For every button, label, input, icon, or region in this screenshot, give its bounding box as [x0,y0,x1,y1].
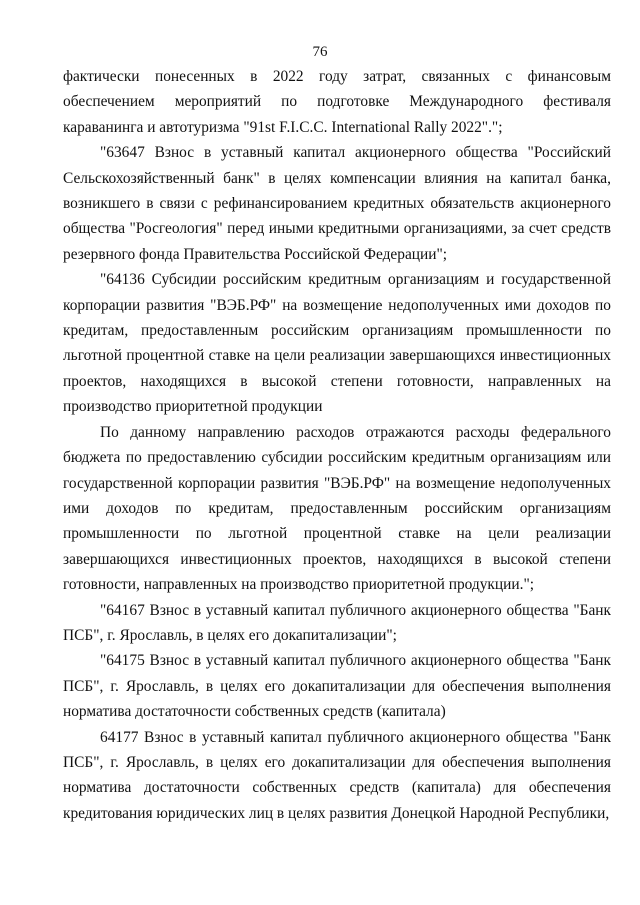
document-body [63,64,611,826]
page-number: 76 [312,44,328,60]
paragraph-64136: "64136 Субсидии российским кредитным организациям и государственной корпорации развития "ВЭБ.РФ" на возмещение недополученных ими доходов по кредитам, предоставленным российским организациям промышленности по льготной процентной ставке на цели реализации завершающихся инвестиционных проектов, находящихся в высокой степени готовности, направленных на производство приоритетной продукции [63,271,611,416]
paragraph-64136-description: По данному направлению расходов отражаются расходы федерального бюджета по предоставлению субсидии российским кредитным организациям или государственной корпорации развития "ВЭБ.РФ" на возмещение недополученных ими доходов по кредитам, предоставленным российским организациям промышленности по льготной процентной ставке на цели реализации завершающихся инвестиционных проектов, находящихся в высокой степени готовности, направленных на производство приоритетной продукции."; [63,423,611,594]
paragraph-64177: 64177 Взнос в уставный капитал публичного акционерного общества "Банк ПСБ", г. Ярославль, в целях его докапитализации для обеспечения выполнения норматива достаточности собственных средств (капитала) для обеспечения кредитования юридических лиц в целях развития Донецкой Народной Республики, [63,728,611,822]
paragraph-63647: "63647 Взнос в уставный капитал акционерного общества "Российский Сельскохозяйственный банк" в целях компенсации влияния на капитал банка, возникшего в связи с рефинансированием кредитных обязательств акционерного общества "Росгеология" перед иными кредитными организациями, за счет средств резервного фонда Правительства Российской Федерации"; [63,144,611,263]
paragraph-64167: "64167 Взнос в уставный капитал публичного акционерного общества "Банк ПСБ", г. Ярославль, в целях его докапитализации"; [63,601,611,644]
paragraph-64175: "64175 Взнос в уставный капитал публичного акционерного общества "Банк ПСБ", г. Ярославль, в целях его докапитализации для обеспечения выполнения норматива достаточности собственных средств (капитала) [63,652,611,721]
paragraph-continuation: фактически понесенных в 2022 году затрат, связанных с финансовым обеспечением мероприятий по подготовке Международного фестиваля караванинга и автотуризма "91st F.I.C.C. International Rally 2022"."; [63,68,611,136]
